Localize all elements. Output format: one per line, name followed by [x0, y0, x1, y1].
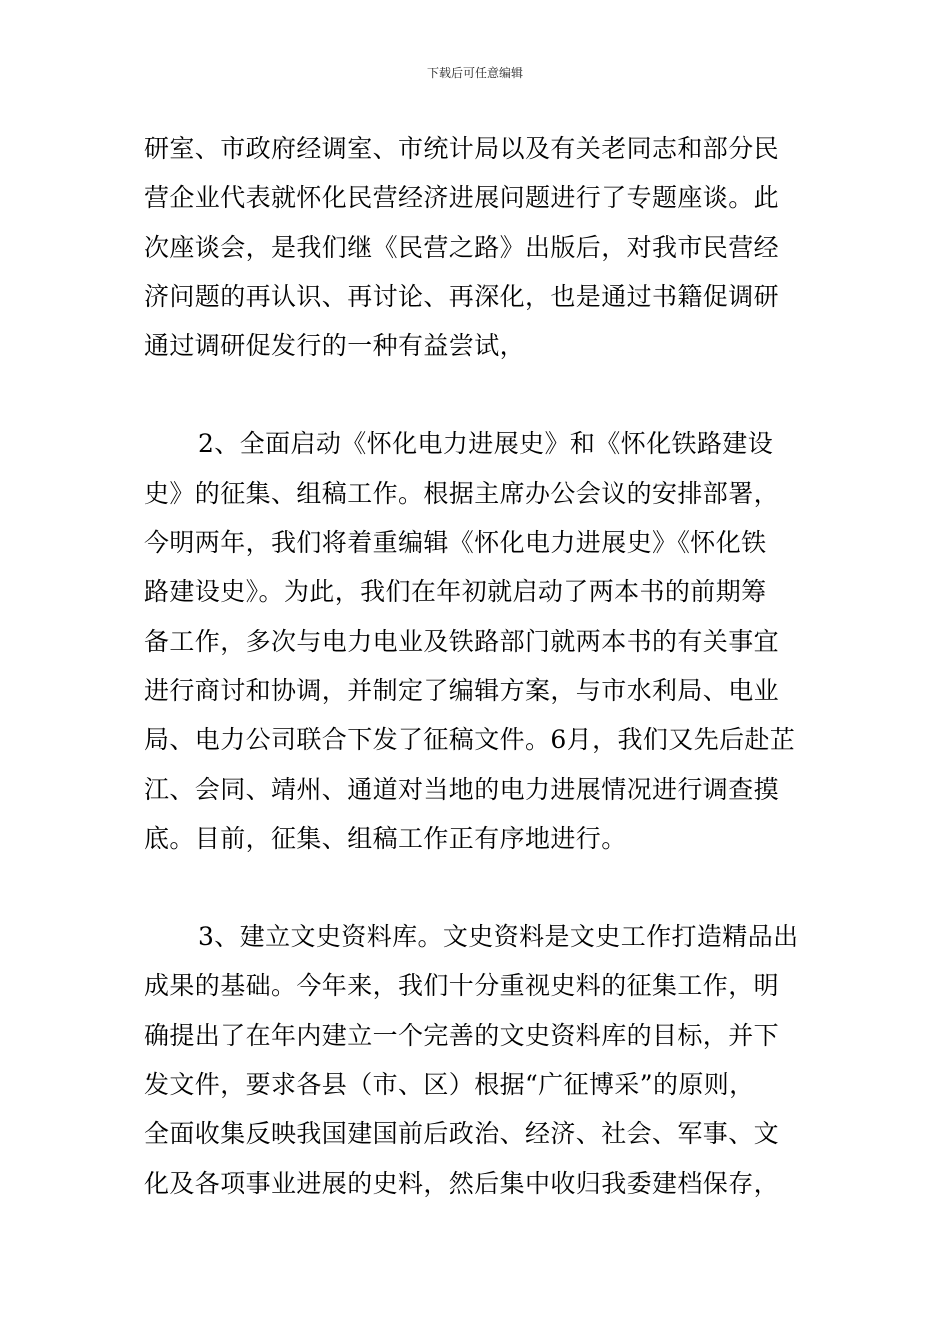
paragraph-2: [144, 419, 809, 863]
paragraph-1: [144, 124, 809, 370]
paragraph-spacer: [144, 863, 809, 912]
text-line: 确提出了在年内建立一个完善的文史资料库的目标，并下: [144, 1020, 780, 1050]
text-line: 备工作，多次与电力电业及铁路部门就两本书的有关事宜: [144, 626, 780, 656]
text-line: 今明两年，我们将着重编辑《怀化电力进展史》《怀化铁: [144, 528, 767, 558]
text-line: 江、会同、靖州、通道对当地的电力进展情况进行调查摸: [144, 774, 780, 804]
paragraph-spacer: [144, 370, 809, 419]
text-line: 次座谈会，是我们继《民营之路》出版后，对我市民营经: [144, 232, 780, 262]
text-line: 发文件，要求各县（市、区）根据“广征博采”的原则，: [144, 1070, 755, 1100]
text-line: 通过调研促发行的一种有益尝试，: [144, 331, 526, 361]
text-line: 史》的征集、组稿工作。根据主席办公会议的安排部署，: [144, 478, 780, 508]
text-line: 营企业代表就怀化民营经济进展问题进行了专题座谈。此: [144, 183, 780, 213]
text-line: 底。目前，征集、组稿工作正有序地进行。: [144, 823, 627, 853]
text-line: 研室、市政府经调室、市统计局以及有关老同志和部分民: [144, 134, 780, 163]
text-line: 济问题的再认识、再讨论、再深化，也是通过书籍促调研: [144, 281, 780, 311]
paragraph-3: [144, 912, 809, 1208]
text-line: 路建设史》。为此，我们在年初就启动了两本书的前期筹: [144, 577, 767, 607]
text-line: 化及各项事业进展的史料，然后集中收归我委建档保存，: [144, 1168, 780, 1198]
text-line: 进行商讨和协调，并制定了编辑方案，与市水利局、电业: [144, 675, 780, 705]
text-line: 3、建立文史资料库。文史资料是文史工作打造精品出: [198, 922, 799, 952]
text-line: 局、电力公司联合下发了征稿文件。6月，我们又先后赴芷: [144, 725, 796, 755]
text-line: 全面收集反映我国建国前后政治、经济、社会、军事、文: [144, 1119, 780, 1149]
page-header: 下载后可任意编辑: [426, 66, 523, 80]
text-line: 成果的基础。今年来，我们十分重视史料的征集工作，明: [144, 971, 780, 1001]
document-body: [144, 124, 809, 1208]
text-line: 2、全面启动《怀化电力进展史》和《怀化铁路建设: [198, 429, 774, 459]
